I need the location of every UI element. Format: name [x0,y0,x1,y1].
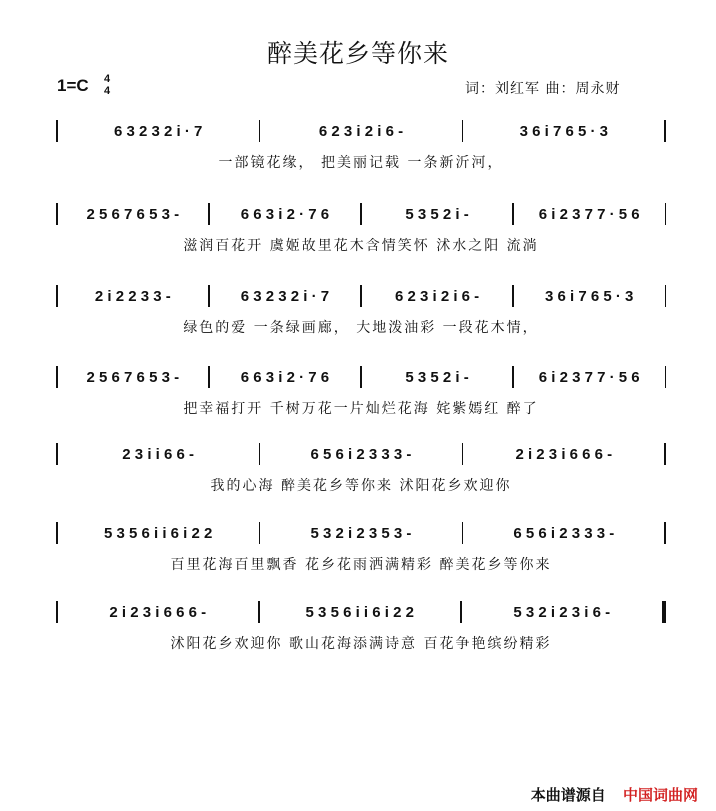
measure: 6 5 6 i 2 3 3 3 - [310,445,412,463]
lyrics-row: 绿色的爱 一条绿画廊， 大地泼油彩 一段花木情， [183,320,539,336]
notation-row [55,601,667,623]
footer-source: 本曲谱源自 [530,786,606,804]
notation-row [55,203,667,225]
measure: 2 5 6 7 6 5 3 - [86,205,180,223]
notation-row [55,366,667,388]
measure: 6 i 2 3 7 7 · 5 6 [538,205,640,223]
measure: 6 3 2 3 2 i · 7 [240,287,330,305]
barline [665,203,667,225]
barline [665,285,667,307]
barline [56,285,58,307]
barline [462,443,464,465]
measure: 6 2 3 i 2 i 6 - [394,287,480,305]
notation-row [55,285,667,307]
barline [56,120,58,142]
measure: 2 3 i i 6 6 - [122,445,195,463]
measure: 5 3 2 i 2 3 i 6 - [513,603,611,621]
measure: 6 2 3 i 2 i 6 - [318,122,404,140]
footer [531,784,698,805]
barline [259,120,261,142]
measure: 6 3 2 3 2 i · 7 [113,122,203,140]
barline [56,443,58,465]
barline [259,522,261,544]
barline [208,366,210,388]
barline [665,366,667,388]
lyrics-row: 百里花海百里飘香 花乡花雨洒满精彩 醉美花乡等你来 [170,557,552,573]
barline [664,522,666,544]
notation-row [55,522,667,544]
measure: 6 6 3 i 2 · 7 6 [240,368,330,386]
measure: 2 i 2 3 i 6 6 6 - [515,445,613,463]
measure: 2 5 6 7 6 5 3 - [86,368,180,386]
barline [360,285,362,307]
barline [512,285,514,307]
measure: 5 3 5 6 i i 6 i 2 2 [103,524,213,542]
measure: 5 3 5 2 i - [405,368,469,386]
barline [360,366,362,388]
barline [258,601,260,623]
lyrics-row: 一部镜花缘， 把美丽记载 一条新沂河， [218,155,504,171]
barline [664,120,666,142]
notation-row [55,443,667,465]
lyrics-row: 滋润百花开 虞姬故里花木含情笑怀 沭水之阳 流淌 [183,238,539,254]
credits: 词：刘红军 曲：周永财 [465,81,621,97]
lyrics-row: 把幸福打开 千树万花一片灿烂花海 姹紫嫣红 醉了 [183,401,539,417]
measure: 5 3 2 i 2 3 5 3 - [310,524,412,542]
meter-bottom: 4 [104,85,111,97]
barline [664,443,666,465]
barline [56,366,58,388]
barline [56,601,58,623]
footer-site: 中国词曲网 [622,786,698,804]
time-signature [104,73,110,97]
barline [208,203,210,225]
barline [460,601,462,623]
barline [462,522,464,544]
barline [360,203,362,225]
barline [56,522,58,544]
barline [462,120,464,142]
measure: 3 6 i 7 6 5 · 3 [519,122,609,140]
barline [208,285,210,307]
measure: 2 i 2 2 3 3 - [94,287,171,305]
song-title: 醉美花乡等你来 [266,39,449,68]
measure: 5 3 5 6 i i 6 i 2 2 [305,603,414,621]
final-barline [662,601,666,623]
barline [56,203,58,225]
measure: 6 6 3 i 2 · 7 6 [240,205,330,223]
measure: 2 i 2 3 i 6 6 6 - [109,603,207,621]
measure: 6 5 6 i 2 3 3 3 - [513,524,615,542]
notation-row [55,120,667,142]
lyrics-row: 我的心海 醉美花乡等你来 沭阳花乡欢迎你 [210,478,512,494]
key-signature: 1=C [57,76,89,95]
barline [512,203,514,225]
meter-top: 4 [104,73,111,85]
lyrics-row: 沭阳花乡欢迎你 歌山花海添满诗意 百花争艳缤纷精彩 [170,636,552,652]
barline [259,443,261,465]
measure: 6 i 2 3 7 7 · 5 6 [538,368,640,386]
measure: 3 6 i 7 6 5 · 3 [544,287,634,305]
measure: 5 3 5 2 i - [405,205,469,223]
barline [512,366,514,388]
